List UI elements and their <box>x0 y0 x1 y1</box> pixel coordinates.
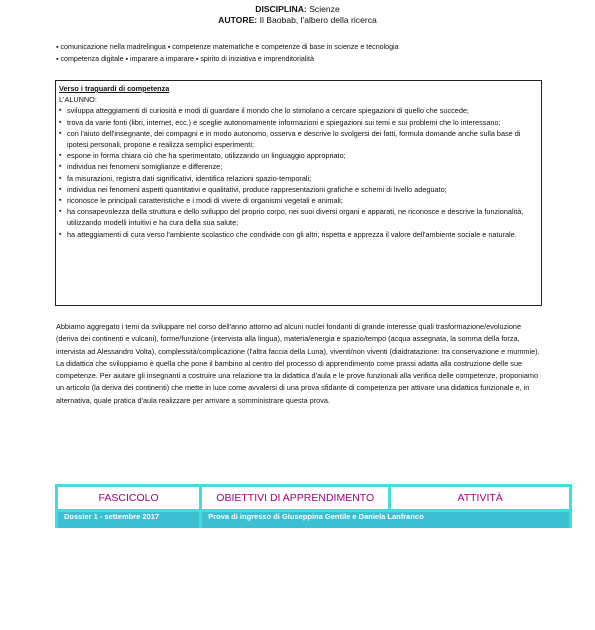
page-blank-area <box>0 537 595 630</box>
disciplina-value: Scienze <box>309 4 340 14</box>
competenze-line: ▪ comunicazione nella madrelingua ▪ competenze matematiche e competenze di base in scienze e tecnologia <box>56 43 399 51</box>
list-item: ▪ ha atteggiamenti di cura verso l'ambiente scolastico che condivide con gli altri; rispetta e apprezza il valore dell'ambiente sociale e naturale. <box>59 229 538 240</box>
traguardi-subtitle: L'ALUNNO: <box>59 95 97 105</box>
list-item: ▪ espone in forma chiara ciò che ha sperimentato, utilizzando un linguaggio appropriato; <box>59 150 538 161</box>
autore-label: AUTORE: <box>218 15 258 25</box>
traguardi-title: Verso i traguardi di competenza <box>59 84 170 93</box>
autore-value: Il Baobab, l'albero della ricerca <box>259 15 377 25</box>
body-paragraph: Abbiamo aggregato i temi da sviluppare nel corso dell'anno attorno ad alcuni nuclei fondanti di grande interesse quali trasformazione/evoluzione (deriva dei continenti e vulcani), forme/funzione (intervista alla lingua), materia/energia e spazio/tempo (acqua assegnata, la somma della forza, intervista ad Alessandro Volta), complessità/complicazione (l'altra faccia della Luna), viventi/non viventi (diaidratazione: tra conservazione e mummie). La didattica che sviluppiamo è quella che pone il bambino al centro del processo di apprendimento come prassi adatta alla costruzione delle sue competenze. Per aiutare gli insegnanti a costruire una relazione tra la didattica d'aula e le prove funzionali alla verifica delle competenze, proponiamo un articolo (la deriva dei continenti) che mette in luce come avvalersi di una prova sfidante di competenza per attivare una didattica funzionale e, in alternativa, quale pratica d'aula realizzare per arrivare a somministrare questa prova. <box>56 322 540 405</box>
column-header-attivita: ATTIVITÀ <box>390 486 571 511</box>
competenze-line: ▪ competenza digitale ▪ imparare a imparare ▪ spirito di iniziativa e imprenditorialità <box>56 55 314 63</box>
disciplina-label: DISCIPLINA: <box>255 4 307 14</box>
column-header-obiettivi: OBIETTIVI DI APPRENDIMENTO <box>201 486 390 511</box>
list-item: ▪ con l'aiuto dell'insegnante, dei compagni e in modo autonomo, osserva e descrive lo svolgersi dei fatti, formula domande anche sulla base di ipotesi personali, propone e realizza semplici esperimenti; <box>59 128 538 150</box>
list-item: ▪ riconosce le principali caratteristiche e i modi di vivere di organismi vegetali e animali; <box>59 195 538 206</box>
list-item: ▪ individua nei fenomeni somiglianze e differenze; <box>59 161 538 172</box>
competenze-chiave <box>56 41 546 65</box>
list-item: ▪ sviluppa atteggiamenti di curiosità e modi di guardare il mondo che lo stimolano a cercare spiegazioni di quello che succede; <box>59 105 538 116</box>
autore-line <box>0 15 595 26</box>
disciplina-line <box>0 4 595 15</box>
list-item: ▪ individua nei fenomeni aspetti quantitativi e qualitativi, produce rappresentazioni grafiche e schemi di livello adeguato; <box>59 184 538 195</box>
table-cell-fascicolo: Dossier 1 - settembre 2017 <box>57 511 201 529</box>
list-item: ▪ fa misurazioni, registra dati significativi, identifica relazioni spazio-temporali; <box>59 173 538 184</box>
table-row <box>57 511 571 529</box>
column-header-fascicolo: FASCICOLO <box>57 486 201 511</box>
traguardi-box <box>55 80 542 306</box>
table-header-row <box>57 486 571 511</box>
table-cell-obiettivi: Prova di ingresso di Giuseppina Gentile e Daniela Lanfranco <box>201 511 571 529</box>
list-item: ▪ trova da varie fonti (libri, internet, ecc.) e sceglie autonomamente informazioni e spiegazioni sui temi e sui problemi che lo interessano; <box>59 117 538 128</box>
list-item: ▪ ha consapevolezza della struttura e dello sviluppo del proprio corpo, nei suoi diversi organi e apparati, ne riconosce e descrive la funzionalità, utilizzando modelli intuitivi e ha cura della sua salute; <box>59 206 538 228</box>
fascicoli-table <box>55 484 572 528</box>
traguardi-list <box>59 105 538 239</box>
